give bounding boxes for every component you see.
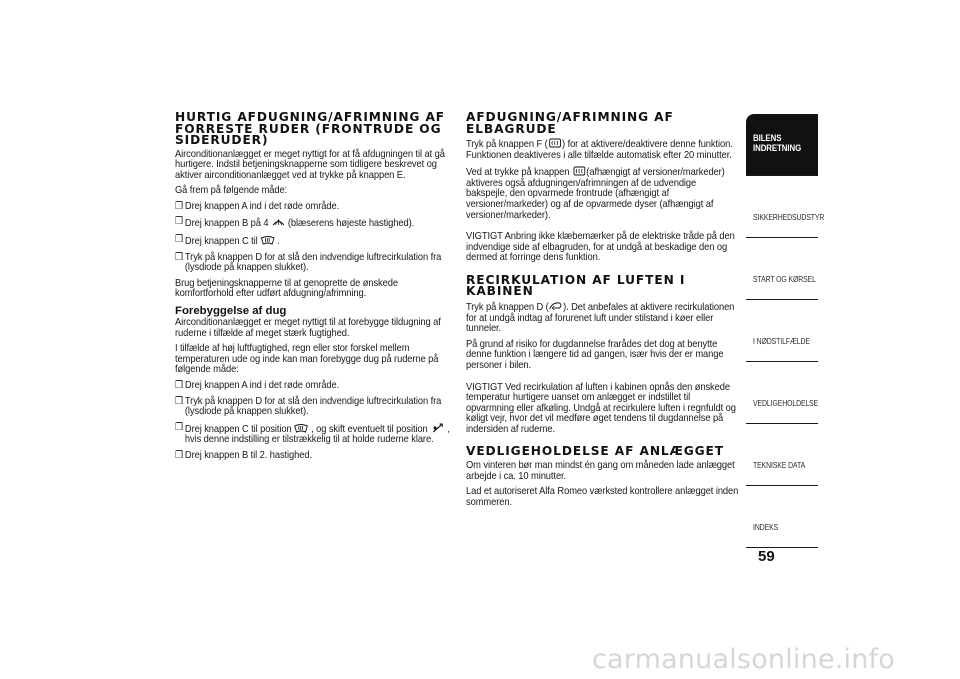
recirculation-icon <box>549 301 563 311</box>
feet-windshield-icon <box>430 423 444 433</box>
bullet-item: ❒ Drej knappen A ind i det røde område. <box>175 200 340 212</box>
bullet-box-icon: ❒ <box>175 449 183 461</box>
tab-label: SIKKERHEDSUDSTYR <box>753 212 825 222</box>
fan-speed-icon <box>271 217 285 227</box>
tab-i-nodstilfaelde[interactable] <box>746 300 818 362</box>
paragraph: Om vinteren bør man mindst én gang om måneden lade anlægget arbejde i ca. 10 minutter. <box>466 459 735 482</box>
tab-start-og-korsel[interactable] <box>746 238 818 300</box>
tab-label: TEKNISKE DATA <box>753 460 806 470</box>
bullet-item: ❒ Drej knappen C til . <box>175 234 280 248</box>
tab-label: I NØDSTILFÆLDE <box>753 336 810 346</box>
watermark: carmanualsonline.info <box>592 644 895 675</box>
paragraph: Tryk på knappen F ( ) for at aktivere/deaktivere denne funktion. Funktionen deaktiveres i alle tilfælde automatisk efter 20 minutter. <box>466 139 733 161</box>
chapter-tabs <box>746 114 825 548</box>
paragraph: Airconditionanlægget er meget nyttigt til at forebygge tildugning af ruderne i tilfælde af meget stærk fugtighed. <box>175 317 441 339</box>
defrost-windshield-icon <box>260 235 274 245</box>
bullet-item: ❒ Tryk på knappen D for at slå den indvendige luftrecirkulation fra (lysdiode på knappen slukket). <box>175 395 442 418</box>
tab-bilens-indretning[interactable] <box>746 114 818 176</box>
tab-label: INDEKS <box>753 522 779 532</box>
tab-vedligeholdelse[interactable] <box>746 362 818 424</box>
subheading-fog-prevention: Forebyggelse af dug <box>175 305 287 318</box>
section-heading-maintenance: VEDLIGEHOLDELSE AF ANLÆGGET <box>466 444 724 459</box>
bullet-box-icon: ❒ <box>175 421 183 433</box>
section-heading-quick-defrost: HURTIG AFDUGNING/AFRIMNING AF FORRESTE RUDER (FRONTRUDE OG SIDERUDER) <box>175 110 446 147</box>
paragraph: I tilfælde af høj luftfugtighed, regn eller stor forskel mellem temperaturen ude og inde kan man forebygge dug på ruderne på følgende måde: <box>175 343 439 376</box>
paragraph: Lad et autoriseret Alfa Romeo værksted kontrollere anlægget inden sommeren. <box>466 486 739 508</box>
bullet-item: ❒ Tryk på knappen D for at slå den indvendige luftrecirkulation fra (lysdiode på knappen slukket). <box>175 251 442 274</box>
paragraph-important: VIGTIGT Anbring ikke klæbemærker på de elektriske tråde på den indvendige side af elbagruden, for at undgå at beskadige den og dermed at forringe dens funktion. <box>466 231 735 264</box>
bullet-box-icon: ❒ <box>175 216 183 228</box>
page-number: 59 <box>758 548 775 565</box>
paragraph: Gå frem på følgende måde: <box>175 185 288 197</box>
rear-defrost-icon <box>572 166 586 176</box>
paragraph: På grund af risiko for dugdannelse frarådes det dog at benytte denne funktion i længere tid ad gangen, især hvis der er mange personer i bilen. <box>466 338 724 371</box>
bullet-box-icon: ❒ <box>175 380 183 391</box>
bullet-box-icon: ❒ <box>175 200 183 212</box>
bullet-box-icon: ❒ <box>175 251 183 263</box>
left-column <box>175 110 450 467</box>
tab-sikkerhedsudstyr[interactable] <box>746 176 825 238</box>
bullet-box-icon: ❒ <box>175 234 183 246</box>
defrost-windshield-icon <box>294 423 308 433</box>
tab-label: VEDLIGEHOLDELSE <box>753 398 819 408</box>
tab-tekniske-data[interactable] <box>746 424 818 486</box>
paragraph: Brug betjeningsknapperne til at genoprette de ønskede komfortforhold efter udført afdugning/afrimning. <box>175 277 398 300</box>
bullet-item: ❒ Drej knappen C til position , og skift eventuelt til position , hvis denne indstilling er tilstrækkelig til at holde ruderne klare. <box>175 421 450 446</box>
section-heading-recirculation: RECIRKULATION AF LUFTEN I KABINEN <box>466 272 686 299</box>
rear-defrost-icon <box>548 138 562 148</box>
bullet-item: ❒ Drej knappen B til 2. hastighed. <box>175 449 312 461</box>
section-heading-rear-defrost: AFDUGNING/AFRIMNING AF ELBAGRUDE <box>466 110 674 136</box>
bullet-box-icon: ❒ <box>175 395 183 407</box>
tab-label: BILENS INDRETNING <box>753 133 802 154</box>
paragraph: Airconditionanlægget er meget nyttigt for at få afdugningen til at gå hurtigere. Indstil betjeningsknapperne som tidligere beskrevet og aktiver airconditionanlægget ved at trykke på knappen E. <box>175 148 445 181</box>
tab-indeks[interactable] <box>746 486 818 548</box>
tab-label: START OG KØRSEL <box>753 274 816 284</box>
bullet-item: ❒ Drej knappen B på 4 (blæserens højeste hastighed). <box>175 216 415 230</box>
paragraph: Tryk på knappen D ( ). Det anbefales at aktivere recirkulationen for at undgå indtag af forurenet luft under stilstand i køer eller tunneler. <box>466 301 735 335</box>
right-column <box>466 112 740 513</box>
paragraph: Ved at trykke på knappen (afhængigt af versioner/markeder) aktiveres også afdugningen/afrimningen af de udvendige bakspejle, den opvarmede frontrude (afhængigt af versioner/markeder) og af de opvarmede dyser (afhængigt af versioner/markeder). <box>466 167 725 221</box>
paragraph-important: VIGTIGT Ved recirkulation af luften i kabinen opnås den ønskede temperatur hurtigere uanset om anlægget er indstillet til opvarmning eller afkøling. Undgå at recirkulere luften i regnfuldt og køligt vejr, hvor det vil medføre øget tendens til dugdannelse på indersiden af ruderne. <box>466 381 736 435</box>
bullet-item: ❒ Drej knappen A ind i det røde område. <box>175 380 340 391</box>
